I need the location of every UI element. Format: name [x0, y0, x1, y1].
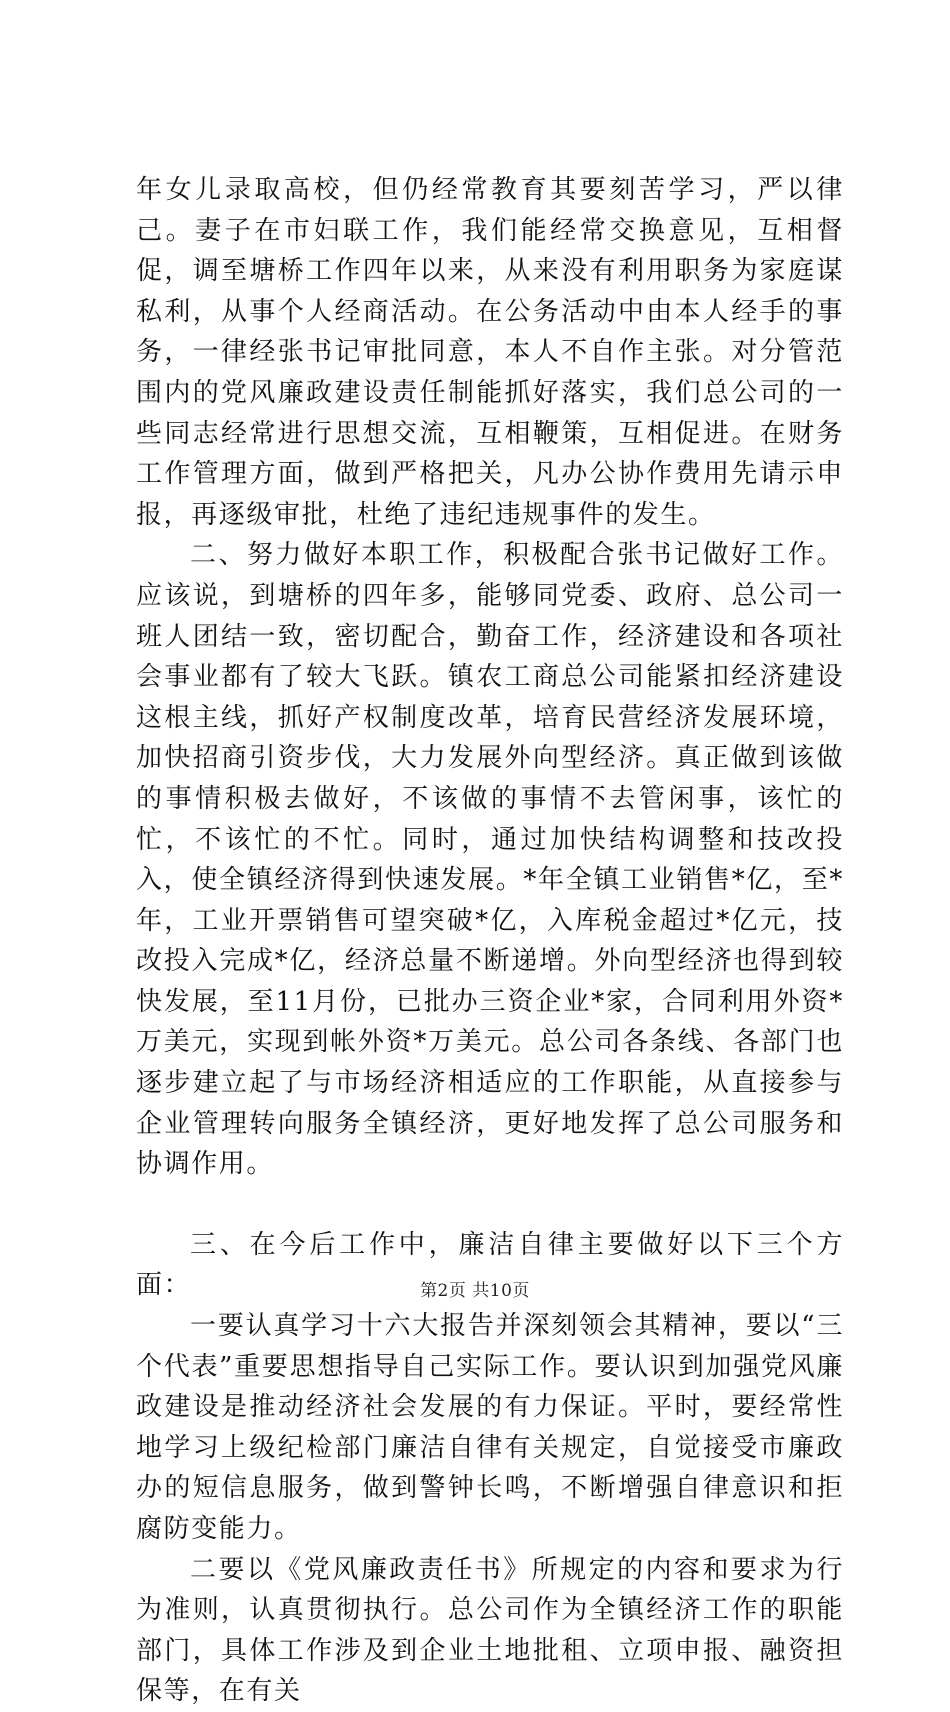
- paragraph-gap: [136, 1185, 844, 1225]
- body-text: [136, 170, 844, 1712]
- paragraph-section-two: 二、努力做好本职工作，积极配合张书记做好工作。应该说，到塘桥的四年多，能够同党委、政府、总公司一班人团结一致，密切配合，勤奋工作，经济建设和各项社会事业都有了较大飞跃。镇农工商总公司能紧扣经济建设这根主线，抓好产权制度改革，培育民营经济发展环境，加快招商引资步伐，大力发展外向型经济。真正做到该做的事情积极去做好，不该做的事情不去管闲事，该忙的忙，不该忙的不忙。同时，通过加快结构调整和技改投入，使全镇经济得到快速发展。*年全镇工业销售*亿，至*年，工业开票销售可望突破*亿，入库税金超过*亿元，技改投入完成*亿，经济总量不断递增。外向型经济也得到较快发展，至11月份，已批办三资企业*家，合同利用外资*万美元，实现到帐外资*万美元。总公司各条线、各部门也逐步建立起了与市场经济相适应的工作职能，从直接参与企业管理转向服务全镇经济，更好地发挥了总公司服务和协调作用。: [136, 540, 844, 1180]
- paragraph-point-one: 一要认真学习十六大报告并深刻领会其精神，要以“三个代表”重要思想指导自己实际工作。要认识到加强党风廉政建设是推动经济社会发展的有力保证。平时，要经常性地学习上级纪检部门廉洁自律有关规定，自觉接受市廉政办的短信息服务，做到警钟长鸣，不断增强自律意识和拒腐防变能力。: [136, 1311, 844, 1544]
- paragraph-point-two: 二要以《党风廉政责任书》所规定的内容和要求为行为准则，认真贯彻执行。总公司作为全镇经济工作的职能部门，具体工作涉及到企业土地批租、立项申报、融资担保等，在有关: [136, 1554, 844, 1707]
- page-number-footer: 第2页 共10页: [420, 1281, 530, 1301]
- paragraph-section-three-heading: 三、在今后工作中，廉洁自律主要做好以下三个方面：: [136, 1229, 844, 1301]
- paragraph-continuation: 年女儿录取高校，但仍经常教育其要刻苦学习，严以律己。妻子在市妇联工作，我们能经常交换意见，互相督促，调至塘桥工作四年以来，从来没有利用职务为家庭谋私利，从事个人经商活动。在公务活动中由本人经手的事务，一律经张书记审批同意，本人不自作主张。对分管范围内的党风廉政建设责任制能抓好落实，我们总公司的一些同志经常进行思想交流，互相鞭策，互相促进。在财务工作管理方面，做到严格把关，凡办公协作费用先请示申报，再逐级审批，杜绝了违纪违规事件的发生。: [136, 175, 844, 530]
